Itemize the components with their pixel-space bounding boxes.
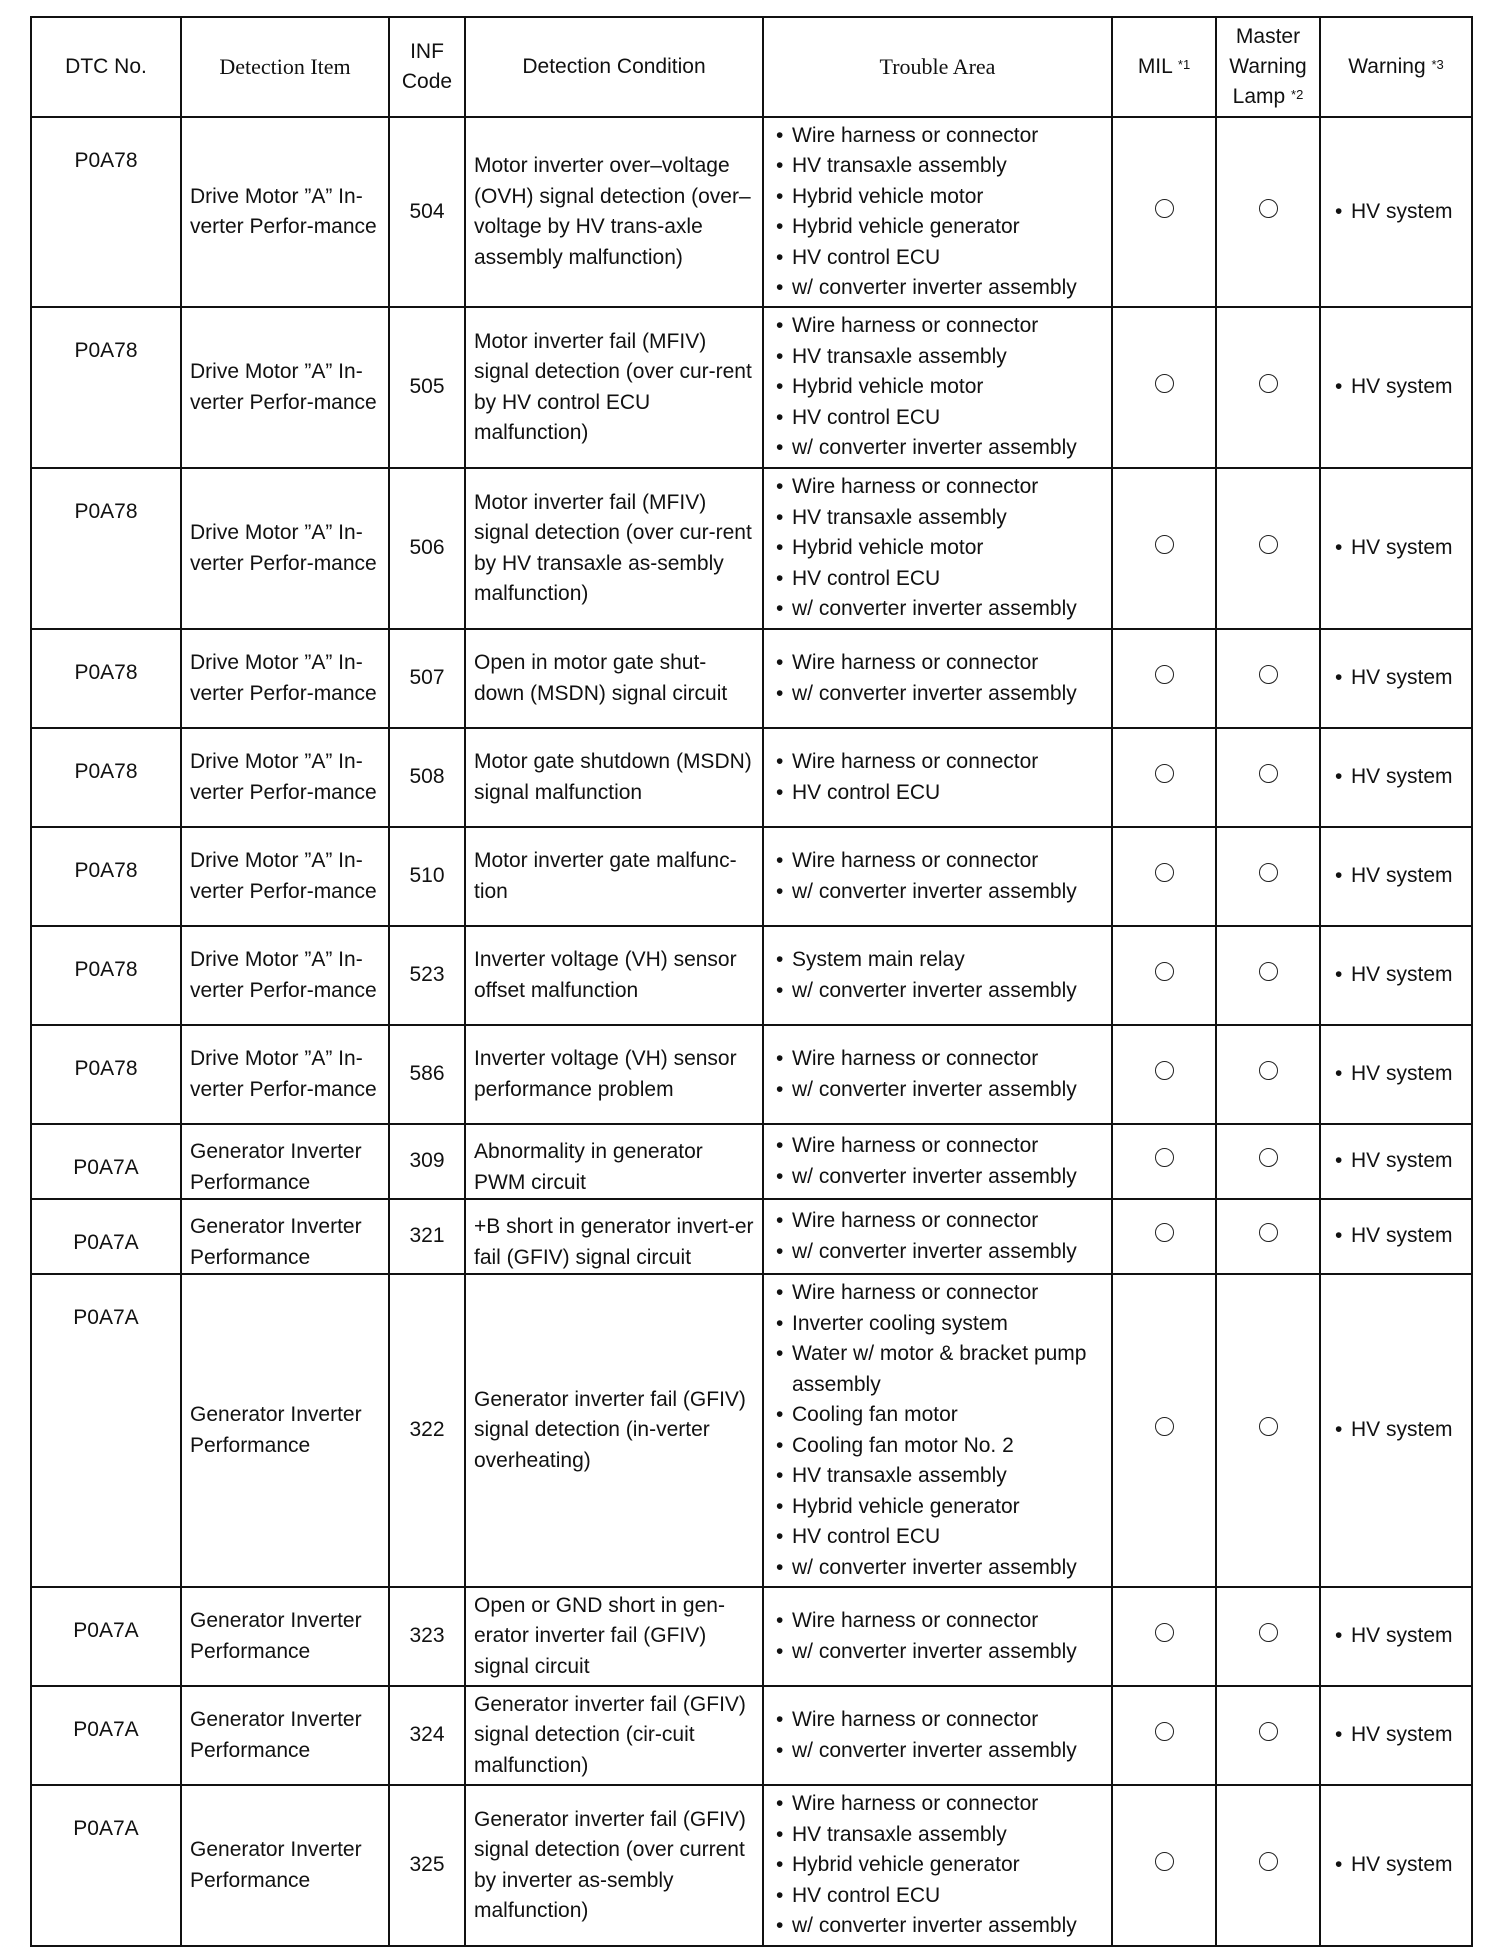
warning-list — [1331, 1621, 1463, 1652]
inf-code: 322 — [389, 1274, 465, 1587]
inf-code: 507 — [389, 629, 465, 728]
warning-cell — [1320, 1025, 1472, 1124]
warning-item: • HV system — [1331, 1850, 1463, 1881]
inf-code: 506 — [389, 468, 465, 629]
master-warning-cell — [1216, 926, 1320, 1025]
trouble-area-item: • Water w/ motor & bracket pump assembly — [772, 1339, 1103, 1400]
warning-list — [1331, 960, 1463, 991]
master-warning-cell — [1216, 827, 1320, 926]
trouble-area-list — [772, 1131, 1103, 1192]
trouble-area-item: • Wire harness or connector — [772, 1705, 1103, 1736]
trouble-area — [763, 1274, 1112, 1587]
master-warning-cell — [1216, 1686, 1320, 1785]
warning-list — [1331, 1221, 1463, 1252]
detection-condition: Motor inverter gate malfunc-tion — [465, 827, 763, 926]
trouble-area-item: • w/ converter inverter assembly — [772, 433, 1103, 464]
warning-cell — [1320, 629, 1472, 728]
warning-cell — [1320, 827, 1472, 926]
master-warning-on-circle-icon — [1259, 199, 1278, 218]
mil-on-circle-icon — [1155, 1852, 1174, 1871]
warning-item: • HV system — [1331, 1720, 1463, 1751]
trouble-area-item: • Wire harness or connector — [772, 121, 1103, 152]
trouble-area-item: • HV transaxle assembly — [772, 1820, 1103, 1851]
inf-code: 325 — [389, 1785, 465, 1946]
detection-item: Drive Motor ”A” In-verter Perfor-mance — [181, 307, 389, 468]
detection-item: Generator Inverter Performance — [181, 1274, 389, 1587]
trouble-area-item: • Wire harness or connector — [772, 648, 1103, 679]
mil-on-circle-icon — [1155, 665, 1174, 684]
table-row — [31, 728, 1472, 827]
detection-item: Drive Motor ”A” In-verter Perfor-mance — [181, 728, 389, 827]
detection-item: Generator Inverter Performance — [181, 1199, 389, 1274]
table-row — [31, 117, 1472, 307]
warning-item: • HV system — [1331, 1221, 1463, 1252]
trouble-area-list — [772, 846, 1103, 907]
master-warning-cell — [1216, 307, 1320, 468]
table-row — [31, 1025, 1472, 1124]
warning-item: • HV system — [1331, 861, 1463, 892]
master-warning-on-circle-icon — [1259, 1148, 1278, 1167]
detection-condition: Inverter voltage (VH) sensor performance problem — [465, 1025, 763, 1124]
dtc-table — [30, 16, 1473, 1947]
warning-list — [1331, 1720, 1463, 1751]
mil-on-circle-icon — [1155, 1223, 1174, 1242]
table-row — [31, 1587, 1472, 1686]
detection-condition: Generator inverter fail (GFIV) signal detection (in-verter overheating) — [465, 1274, 763, 1587]
trouble-area-item: • Hybrid vehicle generator — [772, 212, 1103, 243]
warning-item: • HV system — [1331, 1146, 1463, 1177]
detection-item: Generator Inverter Performance — [181, 1686, 389, 1785]
trouble-area-item: • HV control ECU — [772, 1522, 1103, 1553]
warning-list — [1331, 762, 1463, 793]
trouble-area-list — [772, 121, 1103, 304]
detection-condition: Motor gate shutdown (MSDN) signal malfunction — [465, 728, 763, 827]
trouble-area-list — [772, 1044, 1103, 1105]
warning-item: • HV system — [1331, 1621, 1463, 1652]
trouble-area-item: • Wire harness or connector — [772, 1044, 1103, 1075]
mil-cell — [1112, 926, 1216, 1025]
mil-cell — [1112, 827, 1216, 926]
warning-cell — [1320, 1587, 1472, 1686]
trouble-area-list — [772, 472, 1103, 625]
trouble-area-list — [772, 945, 1103, 1006]
dtc-code: P0A78 — [31, 468, 181, 629]
trouble-area — [763, 827, 1112, 926]
warning-cell — [1320, 1199, 1472, 1274]
trouble-area-item: • w/ converter inverter assembly — [772, 679, 1103, 710]
dtc-code: P0A7A — [31, 1686, 181, 1785]
table-row — [31, 307, 1472, 468]
master-warning-cell — [1216, 117, 1320, 307]
trouble-area-item: • Wire harness or connector — [772, 846, 1103, 877]
warning-list — [1331, 1850, 1463, 1881]
trouble-area-item: • w/ converter inverter assembly — [772, 1162, 1103, 1193]
inf-code: 504 — [389, 117, 465, 307]
trouble-area-list — [772, 1606, 1103, 1667]
dtc-code: P0A7A — [31, 1124, 181, 1199]
table-row — [31, 1199, 1472, 1274]
trouble-area-item: • w/ converter inverter assembly — [772, 1911, 1103, 1942]
trouble-area-item: • w/ converter inverter assembly — [772, 1237, 1103, 1268]
trouble-area-item: • Hybrid vehicle motor — [772, 372, 1103, 403]
header-row — [31, 17, 1472, 117]
warning-item: • HV system — [1331, 1059, 1463, 1090]
trouble-area-item: • HV control ECU — [772, 403, 1103, 434]
trouble-area — [763, 468, 1112, 629]
trouble-area — [763, 629, 1112, 728]
table-row — [31, 468, 1472, 629]
trouble-area-item: • Wire harness or connector — [772, 1206, 1103, 1237]
trouble-area-item: • w/ converter inverter assembly — [772, 594, 1103, 625]
trouble-area-item: • Wire harness or connector — [772, 311, 1103, 342]
trouble-area-item: • HV transaxle assembly — [772, 151, 1103, 182]
trouble-area-item: • HV transaxle assembly — [772, 1461, 1103, 1492]
detection-condition: Abnormality in generator PWM circuit — [465, 1124, 763, 1199]
master-warning-cell — [1216, 1785, 1320, 1946]
warning-list — [1331, 372, 1463, 403]
master-warning-on-circle-icon — [1259, 962, 1278, 981]
trouble-area-item: • w/ converter inverter assembly — [772, 273, 1103, 304]
warning-item: • HV system — [1331, 372, 1463, 403]
warning-cell — [1320, 728, 1472, 827]
inf-code: 324 — [389, 1686, 465, 1785]
header-dtc: DTC No. — [31, 17, 181, 117]
trouble-area-item: • w/ converter inverter assembly — [772, 976, 1103, 1007]
warning-cell — [1320, 1686, 1472, 1785]
detection-condition: +B short in generator invert-er fail (GFIV) signal circuit — [465, 1199, 763, 1274]
inf-code: 586 — [389, 1025, 465, 1124]
master-warning-on-circle-icon — [1259, 1223, 1278, 1242]
trouble-area-item: • HV control ECU — [772, 1881, 1103, 1912]
trouble-area-item: • Hybrid vehicle motor — [772, 182, 1103, 213]
mil-cell — [1112, 1124, 1216, 1199]
master-warning-on-circle-icon — [1259, 1417, 1278, 1436]
mil-on-circle-icon — [1155, 962, 1174, 981]
warning-list — [1331, 1146, 1463, 1177]
trouble-area-item: • w/ converter inverter assembly — [772, 877, 1103, 908]
trouble-area-list — [772, 1705, 1103, 1766]
inf-code: 323 — [389, 1587, 465, 1686]
master-warning-on-circle-icon — [1259, 764, 1278, 783]
master-warning-on-circle-icon — [1259, 1722, 1278, 1741]
trouble-area — [763, 728, 1112, 827]
warning-item: • HV system — [1331, 960, 1463, 991]
trouble-area-item: • HV control ECU — [772, 778, 1103, 809]
detection-condition: Motor inverter fail (MFIV) signal detection (over cur-rent by HV control ECU malfunction) — [465, 307, 763, 468]
trouble-area-item: • Inverter cooling system — [772, 1309, 1103, 1340]
mil-on-circle-icon — [1155, 535, 1174, 554]
dtc-code: P0A78 — [31, 1025, 181, 1124]
master-warning-on-circle-icon — [1259, 374, 1278, 393]
mil-cell — [1112, 1199, 1216, 1274]
inf-code: 505 — [389, 307, 465, 468]
trouble-area-item: • Hybrid vehicle motor — [772, 533, 1103, 564]
warning-item: • HV system — [1331, 762, 1463, 793]
dtc-code: P0A7A — [31, 1274, 181, 1587]
warning-item: • HV system — [1331, 197, 1463, 228]
mil-on-circle-icon — [1155, 863, 1174, 882]
trouble-area — [763, 1587, 1112, 1686]
header-master-warning: Master Warning Lamp $^{*2}$ — [1216, 17, 1320, 117]
dtc-code: P0A78 — [31, 728, 181, 827]
mil-on-circle-icon — [1155, 1623, 1174, 1642]
trouble-area-item: • Wire harness or connector — [772, 472, 1103, 503]
trouble-area-item: • System main relay — [772, 945, 1103, 976]
mil-cell — [1112, 468, 1216, 629]
header-inf-code: INF Code — [389, 17, 465, 117]
trouble-area-item: • HV control ECU — [772, 243, 1103, 274]
master-warning-on-circle-icon — [1259, 665, 1278, 684]
trouble-area-item: • w/ converter inverter assembly — [772, 1736, 1103, 1767]
trouble-area — [763, 307, 1112, 468]
warning-item: • HV system — [1331, 533, 1463, 564]
detection-condition: Motor inverter over–voltage (OVH) signal detection (over–voltage by HV trans-axle assembly malfunction) — [465, 117, 763, 307]
master-warning-cell — [1216, 1274, 1320, 1587]
warning-cell — [1320, 307, 1472, 468]
trouble-area-item: • w/ converter inverter assembly — [772, 1553, 1103, 1584]
detection-condition: Generator inverter fail (GFIV) signal detection (cir-cuit malfunction) — [465, 1686, 763, 1785]
detection-item: Drive Motor ”A” In-verter Perfor-mance — [181, 468, 389, 629]
warning-list — [1331, 533, 1463, 564]
detection-condition: Generator inverter fail (GFIV) signal detection (over current by inverter as-sembly malfunction) — [465, 1785, 763, 1946]
mil-cell — [1112, 728, 1216, 827]
dtc-code: P0A78 — [31, 117, 181, 307]
warning-list — [1331, 1415, 1463, 1446]
inf-code: 309 — [389, 1124, 465, 1199]
warning-cell — [1320, 1785, 1472, 1946]
master-warning-cell — [1216, 468, 1320, 629]
table-row — [31, 827, 1472, 926]
mil-cell — [1112, 1785, 1216, 1946]
mil-on-circle-icon — [1155, 764, 1174, 783]
trouble-area-item: • Hybrid vehicle generator — [772, 1850, 1103, 1881]
inf-code: 321 — [389, 1199, 465, 1274]
master-warning-cell — [1216, 1587, 1320, 1686]
table-row — [31, 1686, 1472, 1785]
detection-condition: Open in motor gate shut-down (MSDN) signal circuit — [465, 629, 763, 728]
dtc-code: P0A78 — [31, 629, 181, 728]
trouble-area — [763, 117, 1112, 307]
master-warning-on-circle-icon — [1259, 863, 1278, 882]
trouble-area-list — [772, 1206, 1103, 1267]
master-warning-on-circle-icon — [1259, 1623, 1278, 1642]
header-trouble-area: Trouble Area — [763, 17, 1112, 117]
dtc-code: P0A78 — [31, 827, 181, 926]
trouble-area-list — [772, 1278, 1103, 1583]
header-mil: MIL $^{*1}$ — [1112, 17, 1216, 117]
master-warning-on-circle-icon — [1259, 1061, 1278, 1080]
detection-item: Generator Inverter Performance — [181, 1785, 389, 1946]
trouble-area-list — [772, 1789, 1103, 1942]
warning-cell — [1320, 926, 1472, 1025]
dtc-code: P0A78 — [31, 926, 181, 1025]
trouble-area-item: • Cooling fan motor — [772, 1400, 1103, 1431]
trouble-area-item: • Cooling fan motor No. 2 — [772, 1431, 1103, 1462]
warning-item: • HV system — [1331, 1415, 1463, 1446]
detection-condition: Inverter voltage (VH) sensor offset malfunction — [465, 926, 763, 1025]
mil-on-circle-icon — [1155, 1148, 1174, 1167]
master-warning-on-circle-icon — [1259, 535, 1278, 554]
trouble-area — [763, 926, 1112, 1025]
trouble-area-item: • Hybrid vehicle generator — [772, 1492, 1103, 1523]
inf-code: 510 — [389, 827, 465, 926]
detection-item: Drive Motor ”A” In-verter Perfor-mance — [181, 926, 389, 1025]
dtc-code: P0A7A — [31, 1587, 181, 1686]
dtc-code: P0A7A — [31, 1199, 181, 1274]
warning-cell — [1320, 468, 1472, 629]
mil-cell — [1112, 629, 1216, 728]
detection-condition: Motor inverter fail (MFIV) signal detection (over cur-rent by HV transaxle as-sembly malfunction) — [465, 468, 763, 629]
trouble-area-item: • HV transaxle assembly — [772, 503, 1103, 534]
detection-item: Drive Motor ”A” In-verter Perfor-mance — [181, 1025, 389, 1124]
mil-cell — [1112, 307, 1216, 468]
trouble-area-item: • w/ converter inverter assembly — [772, 1075, 1103, 1106]
table-row — [31, 1124, 1472, 1199]
header-detection-condition: Detection Condition — [465, 17, 763, 117]
dtc-code: P0A7A — [31, 1785, 181, 1946]
trouble-area-item: • Wire harness or connector — [772, 1789, 1103, 1820]
master-warning-cell — [1216, 1124, 1320, 1199]
dtc-code: P0A78 — [31, 307, 181, 468]
mil-cell — [1112, 1587, 1216, 1686]
detection-item: Drive Motor ”A” In-verter Perfor-mance — [181, 827, 389, 926]
detection-item: Drive Motor ”A” In-verter Perfor-mance — [181, 117, 389, 307]
detection-item: Generator Inverter Performance — [181, 1124, 389, 1199]
warning-list — [1331, 1059, 1463, 1090]
trouble-area-item: • Wire harness or connector — [772, 747, 1103, 778]
header-warning: Warning $^{*3}$ — [1320, 17, 1472, 117]
table-row — [31, 629, 1472, 728]
trouble-area-list — [772, 747, 1103, 808]
trouble-area-list — [772, 311, 1103, 464]
detection-item: Drive Motor ”A” In-verter Perfor-mance — [181, 629, 389, 728]
trouble-area — [763, 1785, 1112, 1946]
mil-cell — [1112, 1274, 1216, 1587]
trouble-area-item: • Wire harness or connector — [772, 1131, 1103, 1162]
trouble-area-item: • w/ converter inverter assembly — [772, 1637, 1103, 1668]
trouble-area-list — [772, 648, 1103, 709]
mil-cell — [1112, 117, 1216, 307]
master-warning-on-circle-icon — [1259, 1852, 1278, 1871]
trouble-area-item: • Wire harness or connector — [772, 1278, 1103, 1309]
trouble-area — [763, 1686, 1112, 1785]
inf-code: 508 — [389, 728, 465, 827]
warning-cell — [1320, 1274, 1472, 1587]
trouble-area — [763, 1025, 1112, 1124]
trouble-area — [763, 1124, 1112, 1199]
warning-item: • HV system — [1331, 663, 1463, 694]
mil-on-circle-icon — [1155, 199, 1174, 218]
mil-cell — [1112, 1025, 1216, 1124]
mil-cell — [1112, 1686, 1216, 1785]
mil-on-circle-icon — [1155, 1417, 1174, 1436]
master-warning-cell — [1216, 1025, 1320, 1124]
trouble-area-item: • HV control ECU — [772, 564, 1103, 595]
warning-cell — [1320, 1124, 1472, 1199]
warning-list — [1331, 197, 1463, 228]
trouble-area-item: • Wire harness or connector — [772, 1606, 1103, 1637]
master-warning-cell — [1216, 1199, 1320, 1274]
inf-code: 523 — [389, 926, 465, 1025]
table-row — [31, 926, 1472, 1025]
master-warning-cell — [1216, 629, 1320, 728]
table-row — [31, 1274, 1472, 1587]
header-detection-item: Detection Item — [181, 17, 389, 117]
trouble-area — [763, 1199, 1112, 1274]
trouble-area-item: • HV transaxle assembly — [772, 342, 1103, 373]
mil-on-circle-icon — [1155, 374, 1174, 393]
warning-list — [1331, 861, 1463, 892]
mil-on-circle-icon — [1155, 1061, 1174, 1080]
mil-on-circle-icon — [1155, 1722, 1174, 1741]
master-warning-cell — [1216, 728, 1320, 827]
detection-condition: Open or GND short in gen-erator inverter fail (GFIV) signal circuit — [465, 1587, 763, 1686]
warning-cell — [1320, 117, 1472, 307]
detection-item: Generator Inverter Performance — [181, 1587, 389, 1686]
warning-list — [1331, 663, 1463, 694]
table-row — [31, 1785, 1472, 1946]
